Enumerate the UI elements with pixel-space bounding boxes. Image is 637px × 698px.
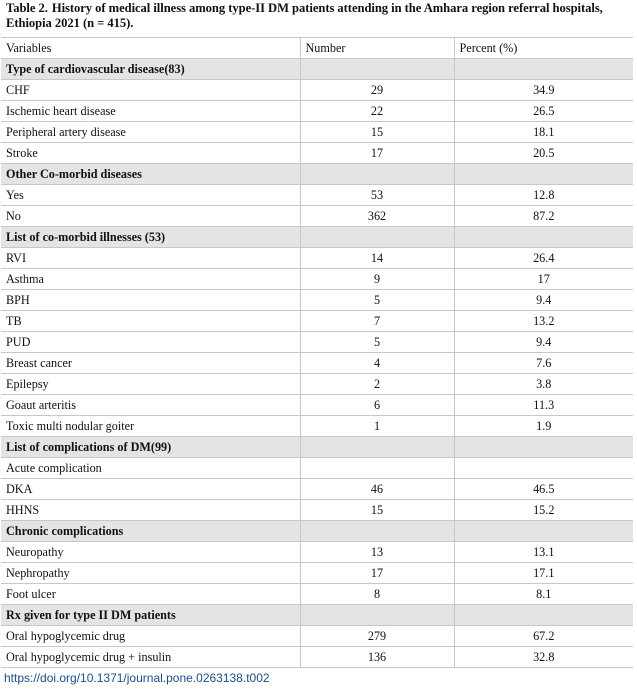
number-cell: 29 bbox=[300, 80, 454, 101]
section-percent-cell bbox=[454, 605, 633, 626]
table-row bbox=[1, 374, 633, 395]
variable-cell: No bbox=[1, 206, 300, 227]
number-cell: 15 bbox=[300, 122, 454, 143]
table-row bbox=[1, 269, 633, 290]
table-row bbox=[1, 584, 633, 605]
number-cell: 9 bbox=[300, 269, 454, 290]
table-header-row bbox=[1, 38, 633, 59]
percent-cell: 7.6 bbox=[454, 353, 633, 374]
number-cell: 8 bbox=[300, 584, 454, 605]
column-header-percent: Percent (%) bbox=[454, 38, 633, 59]
section-header-row bbox=[1, 59, 633, 80]
variable-cell: Neuropathy bbox=[1, 542, 300, 563]
number-cell: 53 bbox=[300, 185, 454, 206]
percent-cell: 17 bbox=[454, 269, 633, 290]
variable-cell: Oral hypoglycemic drug + insulin bbox=[1, 647, 300, 668]
table-row bbox=[1, 122, 633, 143]
section-header-row bbox=[1, 227, 633, 248]
variable-cell: BPH bbox=[1, 290, 300, 311]
table-row bbox=[1, 563, 633, 584]
variable-cell: PUD bbox=[1, 332, 300, 353]
number-cell: 46 bbox=[300, 479, 454, 500]
variable-cell: Yes bbox=[1, 185, 300, 206]
section-header-row bbox=[1, 164, 633, 185]
table-caption-text: History of medical illness among type-II DM patients attending in the Amhara region referral hospitals, Ethiopia 2021 (n = 415). bbox=[6, 1, 603, 30]
number-cell: 14 bbox=[300, 248, 454, 269]
table-row bbox=[1, 143, 633, 164]
section-percent-cell bbox=[454, 521, 633, 542]
percent-cell: 67.2 bbox=[454, 626, 633, 647]
table-row bbox=[1, 500, 633, 521]
table-row bbox=[1, 311, 633, 332]
number-cell: 5 bbox=[300, 290, 454, 311]
table-row bbox=[1, 542, 633, 563]
section-title: List of complications of DM(99) bbox=[1, 437, 300, 458]
number-cell: 13 bbox=[300, 542, 454, 563]
variable-cell: Nephropathy bbox=[1, 563, 300, 584]
percent-cell: 46.5 bbox=[454, 479, 633, 500]
percent-cell: 20.5 bbox=[454, 143, 633, 164]
percent-cell: 32.8 bbox=[454, 647, 633, 668]
percent-cell: 8.1 bbox=[454, 584, 633, 605]
section-percent-cell bbox=[454, 437, 633, 458]
variable-cell: HHNS bbox=[1, 500, 300, 521]
variable-cell: Foot ulcer bbox=[1, 584, 300, 605]
percent-cell: 18.1 bbox=[454, 122, 633, 143]
section-title: Other Co-morbid diseases bbox=[1, 164, 300, 185]
table-body bbox=[1, 59, 633, 668]
variable-cell: Toxic multi nodular goiter bbox=[1, 416, 300, 437]
percent-cell: 9.4 bbox=[454, 332, 633, 353]
variable-cell: Ischemic heart disease bbox=[1, 101, 300, 122]
doi-link[interactable]: https://doi.org/10.1371/journal.pone.0263138.t002 bbox=[4, 671, 270, 685]
section-header-row bbox=[1, 605, 633, 626]
variable-cell: Asthma bbox=[1, 269, 300, 290]
percent-cell: 34.9 bbox=[454, 80, 633, 101]
variable-cell: Goaut arteritis bbox=[1, 395, 300, 416]
section-number-cell bbox=[300, 227, 454, 248]
percent-cell: 12.8 bbox=[454, 185, 633, 206]
number-cell: 7 bbox=[300, 311, 454, 332]
table-row bbox=[1, 80, 633, 101]
section-number-cell bbox=[300, 164, 454, 185]
number-cell: 136 bbox=[300, 647, 454, 668]
number-cell: 2 bbox=[300, 374, 454, 395]
percent-cell: 11.3 bbox=[454, 395, 633, 416]
variable-cell: RVI bbox=[1, 248, 300, 269]
section-title: Rx given for type II DM patients bbox=[1, 605, 300, 626]
table-row bbox=[1, 206, 633, 227]
section-title: Type of cardiovascular disease(83) bbox=[1, 59, 300, 80]
number-cell: 17 bbox=[300, 563, 454, 584]
table-caption-label: Table 2. bbox=[6, 1, 48, 15]
section-number-cell bbox=[300, 59, 454, 80]
column-header-variables: Variables bbox=[1, 38, 300, 59]
number-cell: 22 bbox=[300, 101, 454, 122]
table-row bbox=[1, 290, 633, 311]
table-row bbox=[1, 353, 633, 374]
section-title: Chronic complications bbox=[1, 521, 300, 542]
table-row bbox=[1, 395, 633, 416]
table-row bbox=[1, 626, 633, 647]
section-header-row bbox=[1, 437, 633, 458]
variable-cell: DKA bbox=[1, 479, 300, 500]
table-row bbox=[1, 647, 633, 668]
percent-cell: 17.1 bbox=[454, 563, 633, 584]
number-cell: 1 bbox=[300, 416, 454, 437]
variable-cell: TB bbox=[1, 311, 300, 332]
variable-cell: Oral hypoglycemic drug bbox=[1, 626, 300, 647]
percent-cell: 3.8 bbox=[454, 374, 633, 395]
section-percent-cell bbox=[454, 227, 633, 248]
table-row bbox=[1, 101, 633, 122]
column-header-number: Number bbox=[300, 38, 454, 59]
section-header-row bbox=[1, 521, 633, 542]
table-row bbox=[1, 248, 633, 269]
percent-cell: 1.9 bbox=[454, 416, 633, 437]
percent-cell: 26.4 bbox=[454, 248, 633, 269]
percent-cell: 15.2 bbox=[454, 500, 633, 521]
table-row bbox=[1, 185, 633, 206]
number-cell: 17 bbox=[300, 143, 454, 164]
number-cell: 6 bbox=[300, 395, 454, 416]
section-number-cell bbox=[300, 437, 454, 458]
percent-cell: 87.2 bbox=[454, 206, 633, 227]
section-percent-cell bbox=[454, 59, 633, 80]
percent-cell: 26.5 bbox=[454, 101, 633, 122]
table-caption bbox=[6, 1, 634, 31]
number-cell: 4 bbox=[300, 353, 454, 374]
section-number-cell bbox=[300, 605, 454, 626]
variable-cell: Peripheral artery disease bbox=[1, 122, 300, 143]
variable-cell: Epilepsy bbox=[1, 374, 300, 395]
variable-cell: Acute complication bbox=[1, 458, 300, 479]
variable-cell: CHF bbox=[1, 80, 300, 101]
percent-cell: 13.2 bbox=[454, 311, 633, 332]
table-row bbox=[1, 416, 633, 437]
percent-cell bbox=[454, 458, 633, 479]
number-cell: 15 bbox=[300, 500, 454, 521]
table-row bbox=[1, 458, 633, 479]
section-title: List of co-morbid illnesses (53) bbox=[1, 227, 300, 248]
number-cell: 362 bbox=[300, 206, 454, 227]
number-cell: 279 bbox=[300, 626, 454, 647]
table-row bbox=[1, 332, 633, 353]
percent-cell: 13.1 bbox=[454, 542, 633, 563]
medical-history-table bbox=[1, 37, 633, 668]
percent-cell: 9.4 bbox=[454, 290, 633, 311]
section-percent-cell bbox=[454, 164, 633, 185]
table-row bbox=[1, 479, 633, 500]
section-number-cell bbox=[300, 521, 454, 542]
number-cell: 5 bbox=[300, 332, 454, 353]
number-cell bbox=[300, 458, 454, 479]
variable-cell: Breast cancer bbox=[1, 353, 300, 374]
variable-cell: Stroke bbox=[1, 143, 300, 164]
